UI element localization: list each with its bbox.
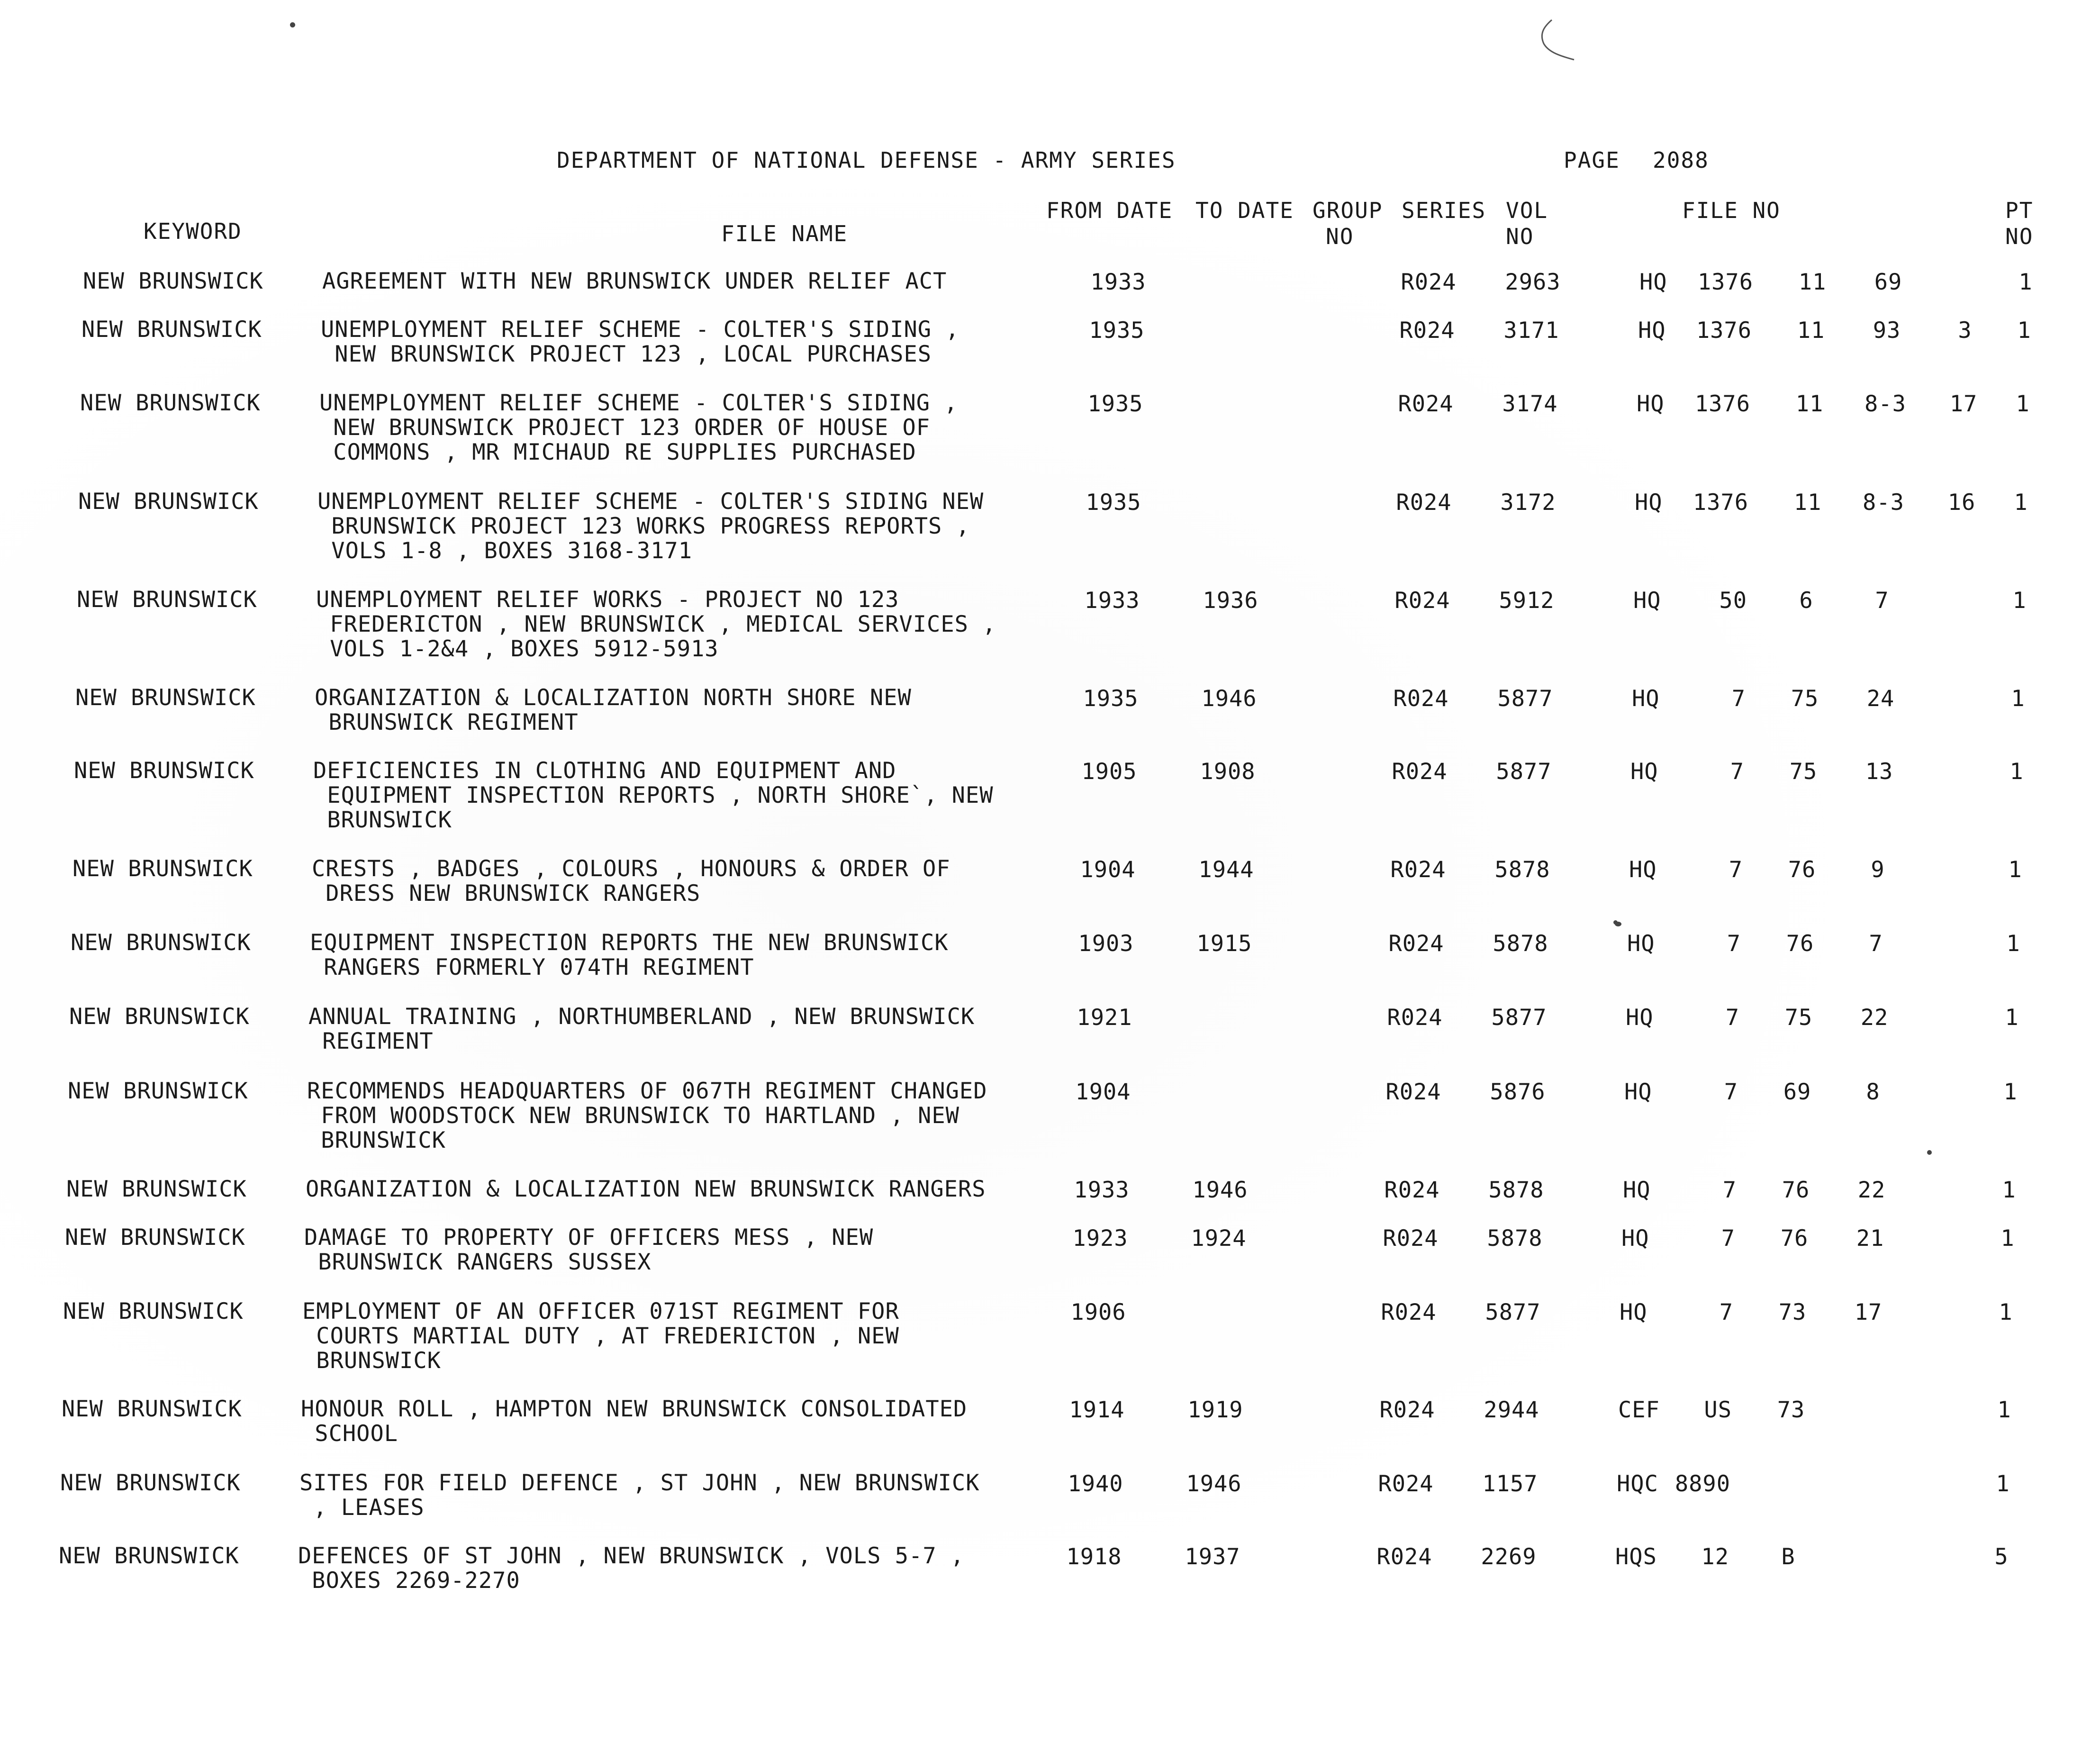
row-series: R024 <box>1401 269 1457 295</box>
row-from-date: 1935 <box>1086 490 1141 516</box>
row-pt-no: 1 <box>2016 391 2030 417</box>
row-file-name-line: DEFENCES OF ST JOHN , NEW BRUNSWICK , VOLS 5-7 , <box>298 1543 965 1569</box>
row-file-number: 7 <box>1721 1225 1735 1251</box>
row-vol-no: 1157 <box>1482 1471 1538 1497</box>
row-pt-no: 1 <box>2003 1079 2018 1105</box>
row-from-date: 1906 <box>1070 1299 1126 1325</box>
row-file-prefix: CEF <box>1618 1397 1660 1423</box>
row-file-sub1: 75 <box>1784 1005 1813 1031</box>
row-file-number: 1376 <box>1697 269 1753 295</box>
row-pt-no: 1 <box>2006 931 2020 957</box>
row-file-prefix: HQ <box>1620 1299 1647 1325</box>
row-series: R024 <box>1385 1079 1441 1105</box>
row-pt-no: 5 <box>1994 1544 2009 1570</box>
row-pt-no: 1 <box>2017 317 2031 344</box>
row-file-sub2: 13 <box>1865 759 1893 785</box>
row-file-name-line: UNEMPLOYMENT RELIEF WORKS - PROJECT NO 123 <box>316 587 899 613</box>
row-series: R024 <box>1399 317 1455 344</box>
row-keyword: NEW BRUNSWICK <box>68 1078 248 1104</box>
row-vol-no: 5877 <box>1491 1005 1547 1031</box>
row-from-date: 1935 <box>1087 391 1143 417</box>
row-file-name-line: RECOMMENDS HEADQUARTERS OF 067TH REGIMENT CHANGED <box>307 1078 987 1104</box>
row-file-name-line: DEFICIENCIES IN CLOTHING AND EQUIPMENT AND <box>313 758 896 784</box>
row-file-name-line: NEW BRUNSWICK PROJECT 123 , LOCAL PURCHASES <box>321 341 932 367</box>
row-file-sub3: 17 <box>1949 391 1978 417</box>
row-series: R024 <box>1394 588 1450 614</box>
row-file-number: US <box>1704 1397 1732 1423</box>
row-from-date: 1904 <box>1080 857 1136 883</box>
row-file-sub1: B <box>1781 1544 1795 1570</box>
col-header-group-no: NO <box>1326 224 1354 249</box>
row-vol-no: 2944 <box>1484 1397 1539 1423</box>
row-keyword: NEW BRUNSWICK <box>65 1224 245 1251</box>
col-header-vol-no: NO <box>1506 224 1534 249</box>
row-file-sub1: 75 <box>1791 686 1819 712</box>
row-file-prefix: HQ <box>1630 759 1658 785</box>
row-file-sub1: 69 <box>1783 1079 1811 1105</box>
row-from-date: 1905 <box>1081 759 1137 785</box>
row-file-sub2: 24 <box>1866 686 1895 712</box>
row-file-sub1: 6 <box>1799 588 1813 614</box>
row-keyword: NEW BRUNSWICK <box>74 758 254 784</box>
row-keyword: NEW BRUNSWICK <box>62 1396 242 1422</box>
row-file-name-line: AGREEMENT WITH NEW BRUNSWICK UNDER RELIEF ACT <box>322 268 947 294</box>
row-file-name-line: RANGERS FORMERLY 074TH REGIMENT <box>310 954 754 980</box>
row-pt-no: 1 <box>1997 1397 2011 1423</box>
row-file-prefix: HQ <box>1624 1079 1652 1105</box>
page-number: 2088 <box>1653 147 1709 173</box>
row-file-prefix: HQS <box>1615 1544 1657 1570</box>
row-pt-no: 1 <box>2000 1225 2015 1251</box>
row-to-date: 1946 <box>1192 1177 1248 1203</box>
row-pt-no: 1 <box>2002 1177 2016 1203</box>
row-pt-no: 1 <box>2009 759 2024 785</box>
row-file-sub2: 69 <box>1874 269 1902 295</box>
row-to-date: 1915 <box>1196 931 1252 957</box>
row-file-name-line: VOLS 1-8 , BOXES 3168-3171 <box>317 538 693 564</box>
row-series: R024 <box>1379 1397 1435 1423</box>
row-series: R024 <box>1390 857 1446 883</box>
row-file-sub1: 11 <box>1797 317 1825 344</box>
row-from-date: 1933 <box>1074 1177 1130 1203</box>
col-header-pt: PT <box>2005 198 2034 223</box>
row-vol-no: 5876 <box>1490 1079 1546 1105</box>
row-file-prefix: HQC <box>1617 1471 1658 1497</box>
row-file-prefix: HQ <box>1635 490 1663 516</box>
row-series: R024 <box>1378 1471 1434 1497</box>
row-file-number: 7 <box>1731 686 1746 712</box>
row-series: R024 <box>1393 686 1449 712</box>
row-file-name-line: EMPLOYMENT OF AN OFFICER 071ST REGIMENT FOR <box>302 1298 899 1324</box>
row-from-date: 1933 <box>1084 588 1140 614</box>
page-label: PAGE <box>1564 147 1620 173</box>
row-file-name-line: SITES FOR FIELD DEFENCE , ST JOHN , NEW BRUNSWICK <box>299 1470 980 1496</box>
scan-speck <box>1927 1150 1932 1155</box>
row-file-prefix: HQ <box>1639 269 1667 295</box>
row-vol-no: 5912 <box>1499 588 1555 614</box>
row-series: R024 <box>1392 759 1448 785</box>
row-pt-no: 1 <box>2014 490 2028 516</box>
row-vol-no: 5877 <box>1497 686 1553 712</box>
row-from-date: 1935 <box>1089 317 1145 344</box>
row-file-sub2: 22 <box>1857 1177 1886 1203</box>
row-file-prefix: HQ <box>1626 1005 1654 1031</box>
row-file-name-line: UNEMPLOYMENT RELIEF SCHEME - COLTER'S SIDING , <box>321 317 959 343</box>
row-from-date: 1918 <box>1066 1544 1122 1570</box>
row-file-sub1: 11 <box>1795 391 1824 417</box>
row-file-name-line: BRUNSWICK RANGERS SUSSEX <box>304 1249 652 1275</box>
row-file-prefix: HQ <box>1627 931 1655 957</box>
row-to-date: 1944 <box>1198 857 1254 883</box>
row-file-sub2: 93 <box>1873 317 1901 344</box>
col-header-file-name: FILE NAME <box>721 221 848 246</box>
row-to-date: 1937 <box>1185 1544 1240 1570</box>
row-keyword: NEW BRUNSWICK <box>83 268 263 294</box>
row-keyword: NEW BRUNSWICK <box>60 1470 241 1496</box>
row-keyword: NEW BRUNSWICK <box>81 317 262 343</box>
row-series: R024 <box>1384 1177 1440 1203</box>
row-file-sub1: 73 <box>1777 1397 1805 1423</box>
row-vol-no: 5878 <box>1493 931 1548 957</box>
row-file-name-line: DAMAGE TO PROPERTY OF OFFICERS MESS , NEW <box>304 1224 874 1251</box>
row-series: R024 <box>1388 931 1444 957</box>
col-header-file-no: FILE NO <box>1682 198 1781 223</box>
row-vol-no: 5878 <box>1488 1177 1544 1203</box>
row-from-date: 1904 <box>1075 1079 1131 1105</box>
row-file-sub1: 76 <box>1788 857 1816 883</box>
row-to-date: 1946 <box>1201 686 1257 712</box>
row-from-date: 1935 <box>1083 686 1139 712</box>
row-file-sub1: 76 <box>1780 1225 1809 1251</box>
col-header-pt-no: NO <box>2005 224 2034 249</box>
row-file-prefix: HQ <box>1629 857 1657 883</box>
row-file-number: 8890 <box>1675 1471 1730 1497</box>
row-file-sub1: 11 <box>1793 490 1822 516</box>
row-keyword: NEW BRUNSWICK <box>78 489 259 515</box>
row-file-sub2: 7 <box>1875 588 1889 614</box>
scan-speck <box>290 22 295 27</box>
row-series: R024 <box>1398 391 1454 417</box>
row-file-name-line: SCHOOL <box>301 1421 398 1447</box>
row-file-number: 50 <box>1719 588 1747 614</box>
row-vol-no: 2963 <box>1505 269 1561 295</box>
row-from-date: 1923 <box>1072 1225 1128 1251</box>
row-file-number: 7 <box>1727 931 1741 957</box>
row-pt-no: 1 <box>1996 1471 2010 1497</box>
col-header-series: SERIES <box>1402 198 1486 223</box>
row-file-name-line: ORGANIZATION & LOCALIZATION NEW BRUNSWICK RANGERS <box>306 1176 986 1202</box>
row-keyword: NEW BRUNSWICK <box>72 856 253 882</box>
row-vol-no: 5877 <box>1485 1299 1541 1325</box>
row-pt-no: 1 <box>2008 857 2022 883</box>
row-file-name-line: DRESS NEW BRUNSWICK RANGERS <box>312 880 701 907</box>
row-file-sub1: 73 <box>1778 1299 1807 1325</box>
row-pt-no: 1 <box>2011 686 2025 712</box>
row-keyword: NEW BRUNSWICK <box>69 1004 250 1030</box>
row-from-date: 1921 <box>1077 1005 1132 1031</box>
row-keyword: NEW BRUNSWICK <box>63 1298 244 1324</box>
row-vol-no: 2269 <box>1481 1544 1537 1570</box>
scan-mark <box>1530 14 1583 66</box>
row-vol-no: 5878 <box>1487 1225 1543 1251</box>
row-file-name-line: BRUNSWICK <box>313 807 452 833</box>
row-pt-no: 1 <box>2005 1005 2019 1031</box>
row-file-sub1: 76 <box>1782 1177 1810 1203</box>
row-keyword: NEW BRUNSWICK <box>66 1176 247 1202</box>
row-file-sub2: 8-3 <box>1863 490 1904 516</box>
row-vol-no: 3172 <box>1500 490 1556 516</box>
row-to-date: 1908 <box>1200 759 1256 785</box>
row-from-date: 1940 <box>1068 1471 1123 1497</box>
row-series: R024 <box>1383 1225 1439 1251</box>
row-file-number: 1376 <box>1693 490 1748 516</box>
row-file-sub2: 8 <box>1866 1079 1880 1105</box>
row-file-name-line: CRESTS , BADGES , COLOURS , HONOURS & ORDER OF <box>312 856 950 882</box>
row-file-name-line: FREDERICTON , NEW BRUNSWICK , MEDICAL SERVICES , <box>316 611 996 637</box>
row-file-prefix: HQ <box>1623 1177 1651 1203</box>
row-keyword: NEW BRUNSWICK <box>71 930 251 956</box>
row-file-sub2: 7 <box>1869 931 1883 957</box>
row-file-name-line: VOLS 1-2&4 , BOXES 5912-5913 <box>316 636 719 662</box>
row-file-number: 7 <box>1719 1299 1733 1325</box>
row-file-name-line: FROM WOODSTOCK NEW BRUNSWICK TO HARTLAND , NEW <box>307 1103 959 1129</box>
row-file-sub2: 21 <box>1856 1225 1884 1251</box>
row-series: R024 <box>1396 490 1452 516</box>
row-file-number: 7 <box>1729 857 1743 883</box>
row-to-date: 1946 <box>1186 1471 1242 1497</box>
row-vol-no: 3174 <box>1502 391 1558 417</box>
row-file-prefix: HQ <box>1621 1225 1649 1251</box>
row-file-number: 7 <box>1722 1177 1737 1203</box>
row-file-name-line: UNEMPLOYMENT RELIEF SCHEME - COLTER'S SIDING , <box>319 390 958 416</box>
row-file-sub2: 8-3 <box>1865 391 1906 417</box>
row-to-date: 1924 <box>1191 1225 1247 1251</box>
row-file-name-line: REGIMENT <box>308 1028 434 1054</box>
col-header-to-date: TO DATE <box>1195 198 1294 223</box>
row-keyword: NEW BRUNSWICK <box>59 1543 239 1569</box>
row-file-number: 7 <box>1724 1079 1738 1105</box>
row-pt-no: 1 <box>2012 588 2027 614</box>
col-header-group: GROUP <box>1312 198 1383 223</box>
row-file-prefix: HQ <box>1638 317 1666 344</box>
row-file-sub2: 9 <box>1871 857 1885 883</box>
row-to-date: 1919 <box>1187 1397 1243 1423</box>
row-file-name-line: ANNUAL TRAINING , NORTHUMBERLAND , NEW BRUNSWICK <box>308 1004 975 1030</box>
row-keyword: NEW BRUNSWICK <box>75 685 256 711</box>
row-file-sub2: 22 <box>1860 1005 1889 1031</box>
row-series: R024 <box>1381 1299 1437 1325</box>
row-file-prefix: HQ <box>1632 686 1660 712</box>
row-vol-no: 5878 <box>1494 857 1550 883</box>
row-file-number: 12 <box>1701 1544 1729 1570</box>
row-file-sub1: 76 <box>1786 931 1814 957</box>
row-from-date: 1933 <box>1090 269 1146 295</box>
row-series: R024 <box>1387 1005 1443 1031</box>
row-file-number: 7 <box>1730 759 1744 785</box>
row-file-name-line: BRUNSWICK REGIMENT <box>315 709 579 735</box>
row-series: R024 <box>1376 1544 1432 1570</box>
row-file-prefix: HQ <box>1633 588 1661 614</box>
row-pt-no: 1 <box>2019 269 2033 295</box>
row-file-name-line: EQUIPMENT INSPECTION REPORTS , NORTH SHORE`, NEW <box>313 782 994 808</box>
row-vol-no: 5877 <box>1496 759 1552 785</box>
row-file-sub3: 16 <box>1947 490 1976 516</box>
row-file-name-line: BRUNSWICK PROJECT 123 WORKS PROGRESS REPORTS , <box>317 513 970 539</box>
row-file-name-line: BRUNSWICK <box>307 1127 446 1153</box>
row-file-name-line: COURTS MARTIAL DUTY , AT FREDERICTON , NEW <box>302 1323 899 1349</box>
row-file-name-line: BRUNSWICK <box>302 1348 441 1374</box>
scan-speck <box>1615 922 1621 926</box>
row-to-date: 1936 <box>1203 588 1258 614</box>
row-file-name-line: HONOUR ROLL , HAMPTON NEW BRUNSWICK CONSOLIDATED <box>301 1396 968 1422</box>
row-file-sub1: 75 <box>1789 759 1818 785</box>
row-pt-no: 1 <box>1999 1299 2013 1325</box>
row-file-number: 1376 <box>1696 317 1752 344</box>
row-vol-no: 3171 <box>1503 317 1559 344</box>
row-file-name-line: , LEASES <box>299 1495 425 1521</box>
row-file-prefix: HQ <box>1637 391 1665 417</box>
row-keyword: NEW BRUNSWICK <box>80 390 261 416</box>
row-file-sub1: 11 <box>1798 269 1827 295</box>
row-file-number: 7 <box>1725 1005 1739 1031</box>
col-header-keyword: KEYWORD <box>144 218 242 244</box>
row-file-name-line: EQUIPMENT INSPECTION REPORTS THE NEW BRUNSWICK <box>310 930 949 956</box>
row-file-name-line: COMMONS , MR MICHAUD RE SUPPLIES PURCHASED <box>319 439 916 465</box>
document-title: DEPARTMENT OF NATIONAL DEFENSE - ARMY SERIES <box>557 147 1176 173</box>
row-file-sub3: 3 <box>1958 317 1972 344</box>
row-from-date: 1914 <box>1069 1397 1125 1423</box>
row-file-name-line: NEW BRUNSWICK PROJECT 123 ORDER OF HOUSE OF <box>319 415 931 441</box>
row-file-name-line: BOXES 2269-2270 <box>298 1568 520 1594</box>
row-keyword: NEW BRUNSWICK <box>77 587 257 613</box>
col-header-from-date: FROM DATE <box>1046 198 1173 223</box>
row-file-name-line: ORGANIZATION & LOCALIZATION NORTH SHORE NEW <box>315 685 912 711</box>
row-from-date: 1903 <box>1078 931 1134 957</box>
row-file-number: 1376 <box>1694 391 1750 417</box>
col-header-vol: VOL <box>1506 198 1548 223</box>
row-file-name-line: UNEMPLOYMENT RELIEF SCHEME - COLTER'S SIDING NEW <box>317 489 984 515</box>
row-file-sub2: 17 <box>1854 1299 1883 1325</box>
